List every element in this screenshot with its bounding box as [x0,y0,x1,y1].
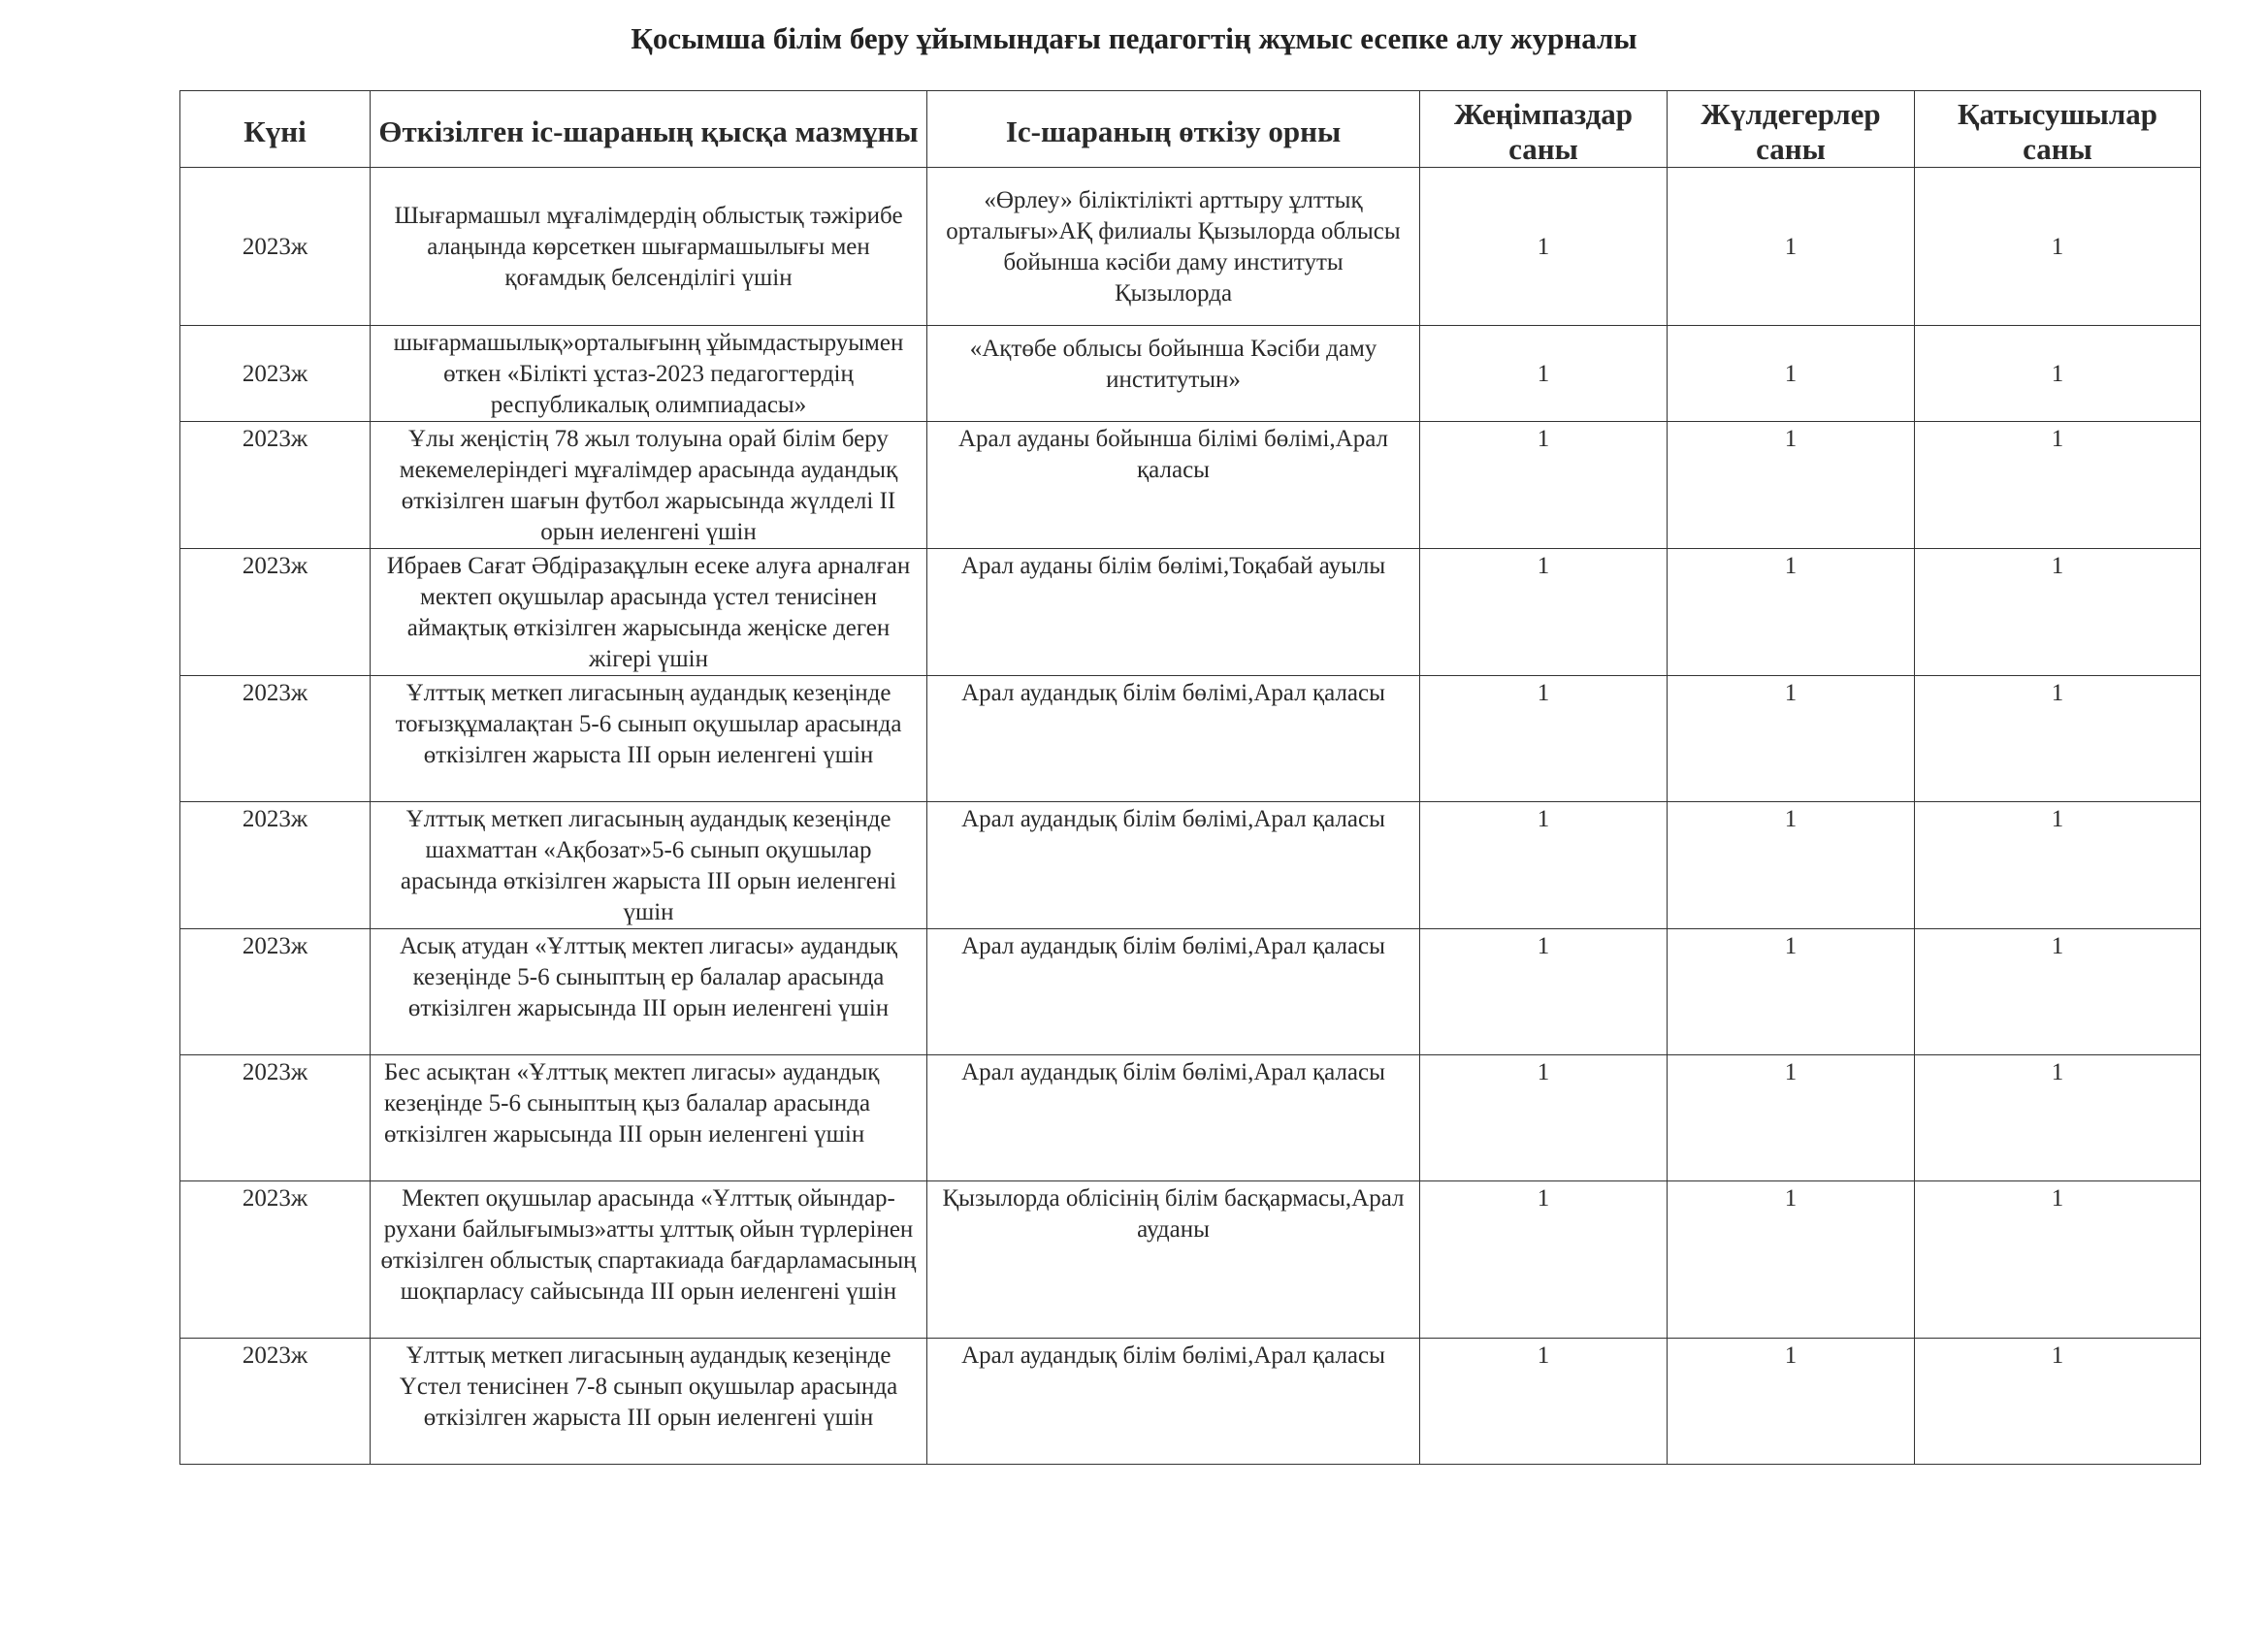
header-date: Күні [180,91,371,168]
table-row [180,549,2201,676]
description-cell: Ұлттық меткеп лигасының аудандық кезеңінде шахматтан «Ақбозат»5-6 сынып оқушылар арасында өткізілген жарыста ІІІ орын иеленгені үшін [371,802,927,929]
description-cell: Шығармашыл мұғалімдердің облыстық тәжірибе алаңында көрсеткен шығармашылығы мен қоғамдық белсенділігі үшін [371,168,927,326]
place-cell: Арал аудандық білім бөлімі,Арал қаласы [927,929,1420,1055]
header-row [180,91,2201,168]
place-cell: Арал ауданы білім бөлімі,Тоқабай ауылы [927,549,1420,676]
description-cell: Ұлы жеңістің 78 жыл толуына орай білім беру мекемелеріндегі мұғалімдер арасында аудандық өткізілген шағын футбол жарысында жүлделі ІІ орын иеленгені үшін [371,422,927,549]
table-row [180,1181,2201,1339]
date-cell: 2023ж [180,1055,371,1181]
table-row [180,1055,2201,1181]
place-cell: Арал ауданы бойынша білімі бөлімі,Арал қаласы [927,422,1420,549]
participants-cell: 1 [1915,168,2201,326]
header-description: Өткізілген іс-шараның қысқа мазмұны [371,91,927,168]
table-row [180,168,2201,326]
winners-cell: 1 [1420,802,1668,929]
header-winners: Жеңімпаздар саны [1420,91,1668,168]
prizewinners-cell: 1 [1668,1055,1915,1181]
prizewinners-cell: 1 [1668,676,1915,802]
winners-cell: 1 [1420,929,1668,1055]
header-participants: Қатысушылар саны [1915,91,2201,168]
description-cell: Ибраев Сағат Әбдіразақұлын есеке алуға арналған мектеп оқушылар арасында үстел тенисінен аймақтық өткізілген жарысында жеңіске деген жігері үшін [371,549,927,676]
winners-cell: 1 [1420,549,1668,676]
place-cell: Қызылорда облісінің білім басқармасы,Арал ауданы [927,1181,1420,1339]
winners-cell: 1 [1420,168,1668,326]
date-cell: 2023ж [180,929,371,1055]
place-city: Қызылорда [1114,280,1233,307]
journal-table [179,90,2201,1465]
description-cell: Ұлттық меткеп лигасының аудандық кезеңінде Үстел тенисінен 7-8 сынып оқушылар арасында өткізілген жарыста ІІІ орын иеленгені үшін [371,1339,927,1465]
place-cell: «Ақтөбе облысы бойынша Кәсіби даму институтын» [927,326,1420,422]
table-row [180,802,2201,929]
date-cell: 2023ж [180,422,371,549]
place-cell: Арал аудандық білім бөлімі,Арал қаласы [927,1339,1420,1465]
date-cell: 2023ж [180,676,371,802]
prizewinners-cell: 1 [1668,1339,1915,1465]
prizewinners-cell: 1 [1668,802,1915,929]
participants-cell: 1 [1915,1055,2201,1181]
participants-cell: 1 [1915,549,2201,676]
date-cell: 2023ж [180,1181,371,1339]
prizewinners-cell: 1 [1668,1181,1915,1339]
place-cell [927,168,1420,326]
winners-cell: 1 [1420,676,1668,802]
prizewinners-cell: 1 [1668,326,1915,422]
participants-cell: 1 [1915,1339,2201,1465]
prizewinners-cell: 1 [1668,168,1915,326]
table-row [180,326,2201,422]
date-cell: 2023ж [180,1339,371,1465]
page-title: Қосымша білім беру ұйымындағы педагогтің жұмыс есепке алу журналы [631,21,1637,55]
table-row [180,422,2201,549]
table-row [180,929,2201,1055]
participants-cell: 1 [1915,802,2201,929]
table-row [180,1339,2201,1465]
date-cell: 2023ж [180,802,371,929]
participants-cell: 1 [1915,676,2201,802]
place-cell: Арал аудандық білім бөлімі,Арал қаласы [927,802,1420,929]
date-cell: 2023ж [180,549,371,676]
date-cell: 2023ж [180,326,371,422]
winners-cell: 1 [1420,1055,1668,1181]
prizewinners-cell: 1 [1668,549,1915,676]
table-row [180,676,2201,802]
winners-cell: 1 [1420,422,1668,549]
participants-cell: 1 [1915,422,2201,549]
prizewinners-cell: 1 [1668,929,1915,1055]
header-place: Іс-шараның өткізу орны [927,91,1420,168]
date-cell: 2023ж [180,168,371,326]
winners-cell: 1 [1420,1339,1668,1465]
description-cell: шығармашылық»орталығынң ұйымдастыруымен өткен «Білікті ұстаз-2023 педагогтердің республикалық олимпиадасы» [371,326,927,422]
prizewinners-cell: 1 [1668,422,1915,549]
participants-cell: 1 [1915,929,2201,1055]
participants-cell: 1 [1915,326,2201,422]
header-prizewinners: Жүлдегерлер саны [1668,91,1915,168]
winners-cell: 1 [1420,1181,1668,1339]
description-cell: Ұлттық меткеп лигасының аудандық кезеңінде тоғызқұмалақтан 5-6 сынып оқушылар арасында өткізілген жарыста ІІІ орын иеленгені үшін [371,676,927,802]
description-cell: Мектеп оқушылар арасында «Ұлттық ойындар-рухани байлығымыз»атты ұлттық ойын түрлерінен өткізілген облыстық спартакиада бағдарламасының шоқпарласу сайысында ІІІ орын иеленгені үшін [371,1181,927,1339]
place-text: «Өрлеу» біліктілікті арттыру ұлттық орталығы»АҚ филиалы Қызылорда облысы бойынша кәсіби даму институты [946,187,1401,275]
place-cell: Арал аудандық білім бөлімі,Арал қаласы [927,1055,1420,1181]
description-cell: Бес асықтан «Ұлттық мектеп лигасы» аудандық кезеңінде 5-6 сыныптың қыз балалар арасында өткізілген жарысында ІІІ орын иеленгені үшін [371,1055,927,1181]
participants-cell: 1 [1915,1181,2201,1339]
place-cell: Арал аудандық білім бөлімі,Арал қаласы [927,676,1420,802]
description-cell: Асық атудан «Ұлттық мектеп лигасы» аудандық кезеңінде 5-6 сыныптың ер балалар арасында өткізілген жарысында ІІІ орын иеленгені үшін [371,929,927,1055]
winners-cell: 1 [1420,326,1668,422]
